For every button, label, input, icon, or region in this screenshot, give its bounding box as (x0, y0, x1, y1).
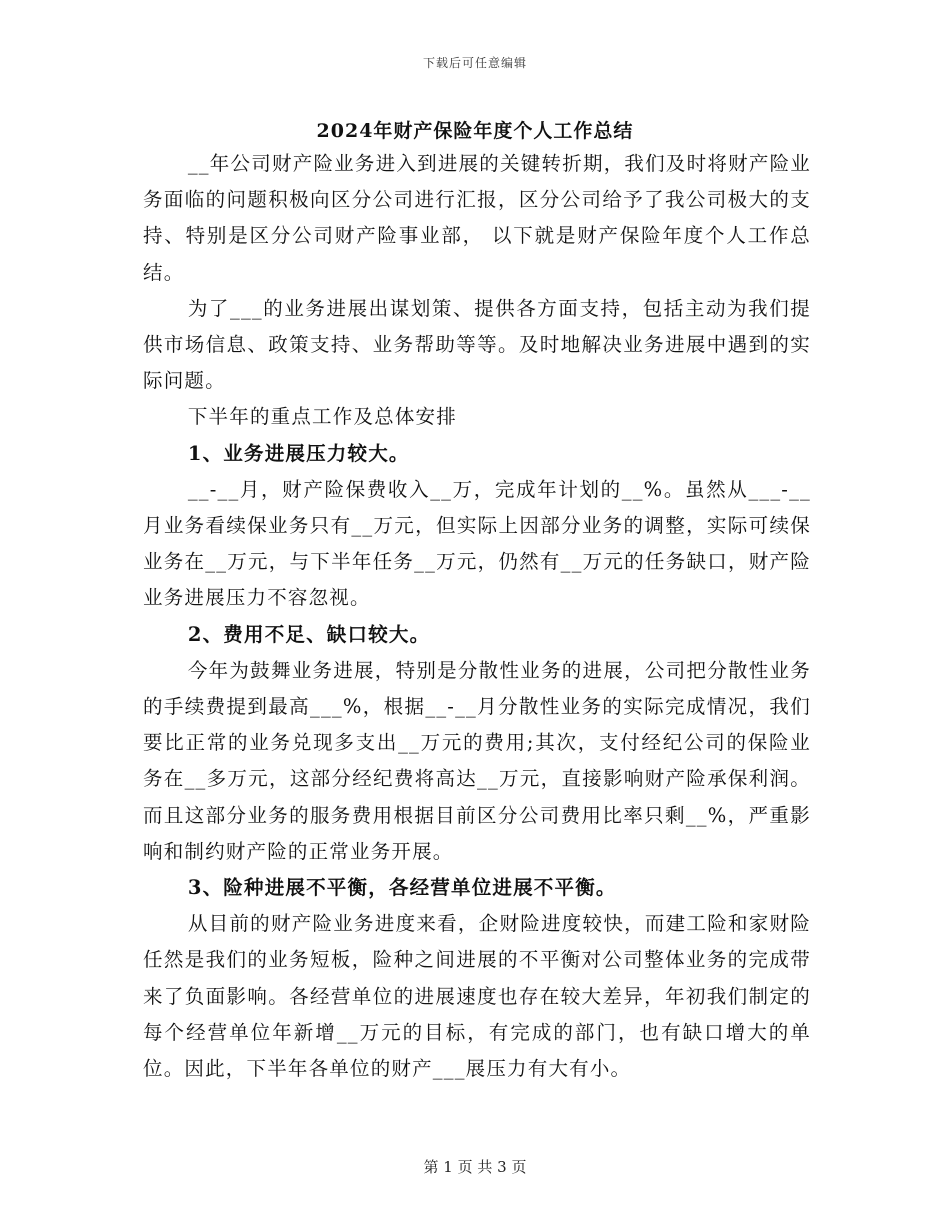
paragraph-intro: __年公司财产险业务进入到进展的关键转折期，我们及时将财产险业务面临的问题积极向区分公司进行汇报，区分公司给予了我公司极大的支持、特别是区分公司财产险事业部， 以下就是财产保险年度个人工作总结。 (143, 152, 811, 284)
document-body (143, 146, 811, 1087)
heading-1: 1、业务进展压力较大。 (187, 441, 410, 465)
section-label: 下半年的重点工作及总体安排 (187, 405, 457, 429)
heading-2: 2、费用不足、缺口较大。 (187, 622, 431, 646)
header-note: 下载后可任意编辑 (422, 56, 527, 70)
document-title: 2024年财产保险年度个人工作总结 (316, 120, 634, 142)
heading-3: 3、险种进展不平衡，各经营单位进展不平衡。 (187, 876, 617, 900)
paragraph-support: 为了___的业务进展出谋划策、提供各方面支持，包括主动为我们提供市场信息、政策支持、业务帮助等等。及时地解决业务进展中遇到的实际问题。 (143, 296, 811, 393)
paragraph-1: __-__月，财产险保费收入__万，完成年计划的__%。虽然从___-__月业务看续保业务只有__万元，但实际上因部分业务的调整，实际可续保业务在__万元，与下半年任务__万元，仍然有__万元的任务缺口，财产险业务进展压力不容忽视。 (143, 477, 811, 610)
paragraph-3: 从目前的财产险业务进度来看，企财险进度较快，而建工险和家财险任然是我们的业务短板，险种之间进展的不平衡对公司整体业务的完成带来了负面影响。各经营单位的进展速度也存在较大差异，年初我们制定的每个经营单位年新增__万元的目标，有完成的部门，也有缺口增大的单位。因此，下半年各单位的财产___展压力有大有小。 (143, 912, 811, 1081)
paragraph-2: 今年为鼓舞业务进展，特别是分散性业务的进展，公司把分散性业务的手续费提到最高___%，根据__-__月分散性业务的实际完成情况，我们要比正常的业务兑现多支出__万元的费用;其次，支付经纪公司的保险业务在__多万元，这部分经纪费将高达__万元，直接影响财产险承保利润。而且这部分业务的服务费用根据目前区分公司费用比率只剩__%，严重影响和制约财产险的正常业务开展。 (143, 658, 811, 863)
page-footer: 第 1 页 共 3 页 (423, 1158, 527, 1176)
